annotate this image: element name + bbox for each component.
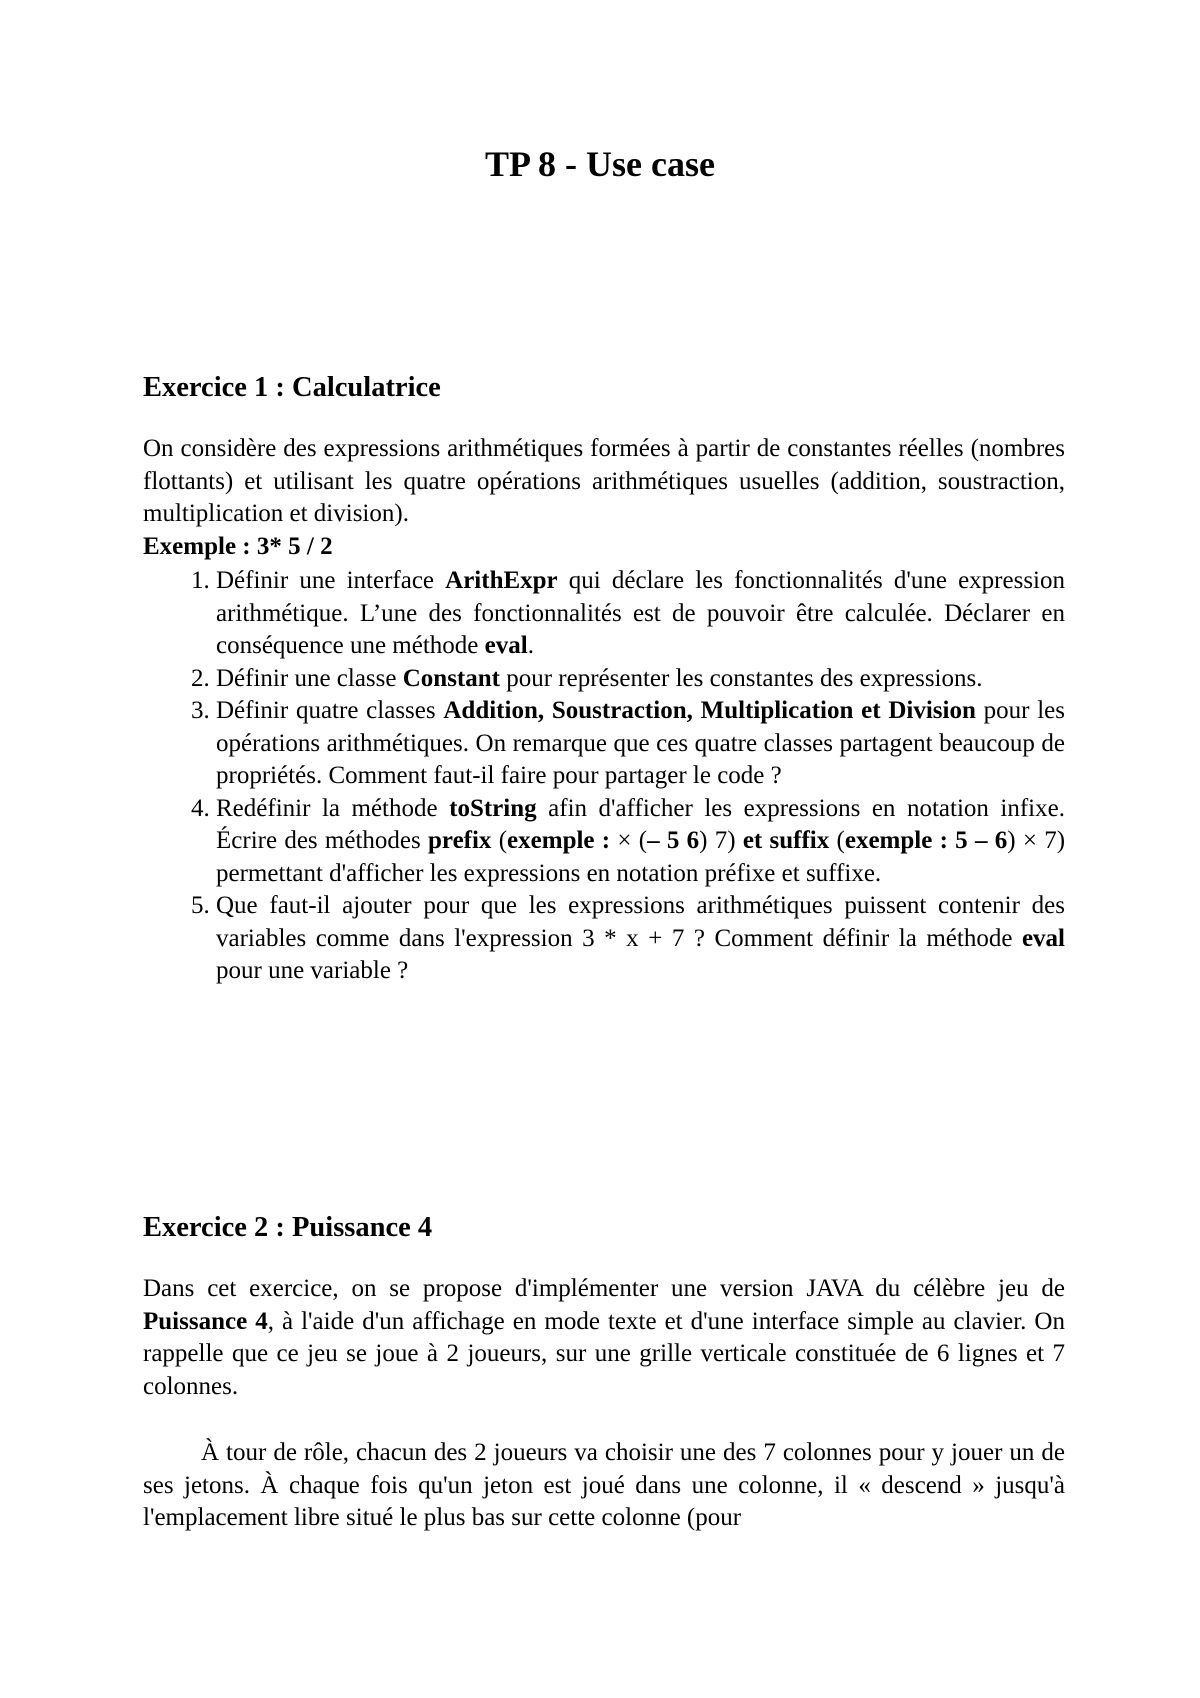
p1-text: Dans cet exercice, on se propose d'implémenter une version JAVA du célèbre jeu de [143,1275,1065,1302]
example-text: Exemple : 3* 5 / 2 [143,532,333,560]
q1-text-3: . [527,632,534,659]
q1-eval: eval [484,632,528,659]
question-5 [216,890,1065,988]
exercise-2 [143,1210,1065,1246]
exercise-1-heading: Exercice 1 : Calculatrice [143,372,441,403]
exercise-1-questions [143,565,1065,988]
question-list [143,565,1065,988]
exercise-2-paragraph-1 [143,1273,1065,1403]
question-3 [216,695,1065,793]
exercise-2-body-2 [143,1437,1065,1535]
p1-text-2: , à l'aide d'un affichage en mode texte et d'une interface simple au clavier. On rappelle que ce jeu se joue à 2 joueurs, sur une grille verticale constituée de 6 lignes et 7 colonnes. [143,1307,1065,1400]
q5-eval: eval [1021,924,1065,952]
exercise-1-body [143,433,1065,563]
exercise-2-body [143,1273,1065,1403]
q4-prefix: prefix [428,827,492,854]
exercise-2-heading: Exercice 2 : Puissance 4 [143,1212,433,1243]
p1-puissance4: Puissance 4 [143,1307,268,1335]
q4-tostring: toString [449,794,537,822]
q4-exemple: exemple : [507,827,611,854]
q4-text-5: ) 7) [699,827,743,854]
q5-text-2: pour une variable ? [216,957,409,984]
q4-suffix: et suffix [742,827,830,854]
q5-text: Que faut-il ajouter pour que les expressions arithmétiques puissent contenir des variables comme dans l'expression 3 * x + 7 ? Comment définir la méthode [216,892,1065,952]
q4-text-7: ) × 7) permettant d'afficher les expressions en notation préfixe et suffixe. [216,827,1066,887]
exercise-1-intro: On considère des expressions arithmétiques formées à partir de constantes réelles (nombres flottants) et utilisant les quatre opérations arithmétiques usuelles (addition, soustraction, multiplication et division). [143,435,1065,527]
exercise-1-example [143,531,1065,564]
q4-text-2: afin d'afficher les expressions en notation infixe. Écrire des méthodes [216,794,1065,854]
q1-text-2: qui déclare les fonctionnalités d'une expression arithmétique. L’une des fonctionnalités est de pouvoir être calculée. Déclarer en conséquence une méthode [216,567,1065,659]
q1-arithexpr: ArithExpr [445,567,558,594]
q2-constant: Constant [402,664,500,692]
q4-text-4: × ( [610,827,648,854]
q4-suffix-expr: exemple : 5 – 6 [844,827,1008,854]
q3-text-2: pour les opérations arithmétiques. On remarque que ces quatre classes partagent beaucoup de propriétés. Comment faut-il faire pour partager le code ? [216,697,1065,789]
page-title: TP 8 - Use case [485,144,715,184]
q2-text-2: pour représenter les constantes des expressions. [499,664,983,692]
q1-text: Définir une interface [216,567,446,594]
q3-text: Définir quatre classes [216,697,444,724]
question-1 [216,565,1065,663]
q4-text-3: ( [491,827,508,854]
question-4 [216,793,1065,891]
q4-text: Redéfinir la méthode [216,794,450,822]
q3-classes: Addition, Soustraction, Multiplication et Division [443,697,976,724]
q4-text-6: ( [829,827,845,854]
q2-text: Définir une classe [216,664,403,692]
question-2 [216,663,1065,696]
exercise-2-paragraph-2: À tour de rôle, chacun des 2 joueurs va choisir une des 7 colonnes pour y jouer un de ses jetons. À chaque fois qu'un jeton est joué dans une colonne, il « descend » jusqu'à l'emplacement libre situé le plus bas sur cette colonne (pour [143,1439,1065,1531]
q4-prefix-expr: – 5 6 [647,827,700,854]
exercise-1 [143,370,1065,406]
